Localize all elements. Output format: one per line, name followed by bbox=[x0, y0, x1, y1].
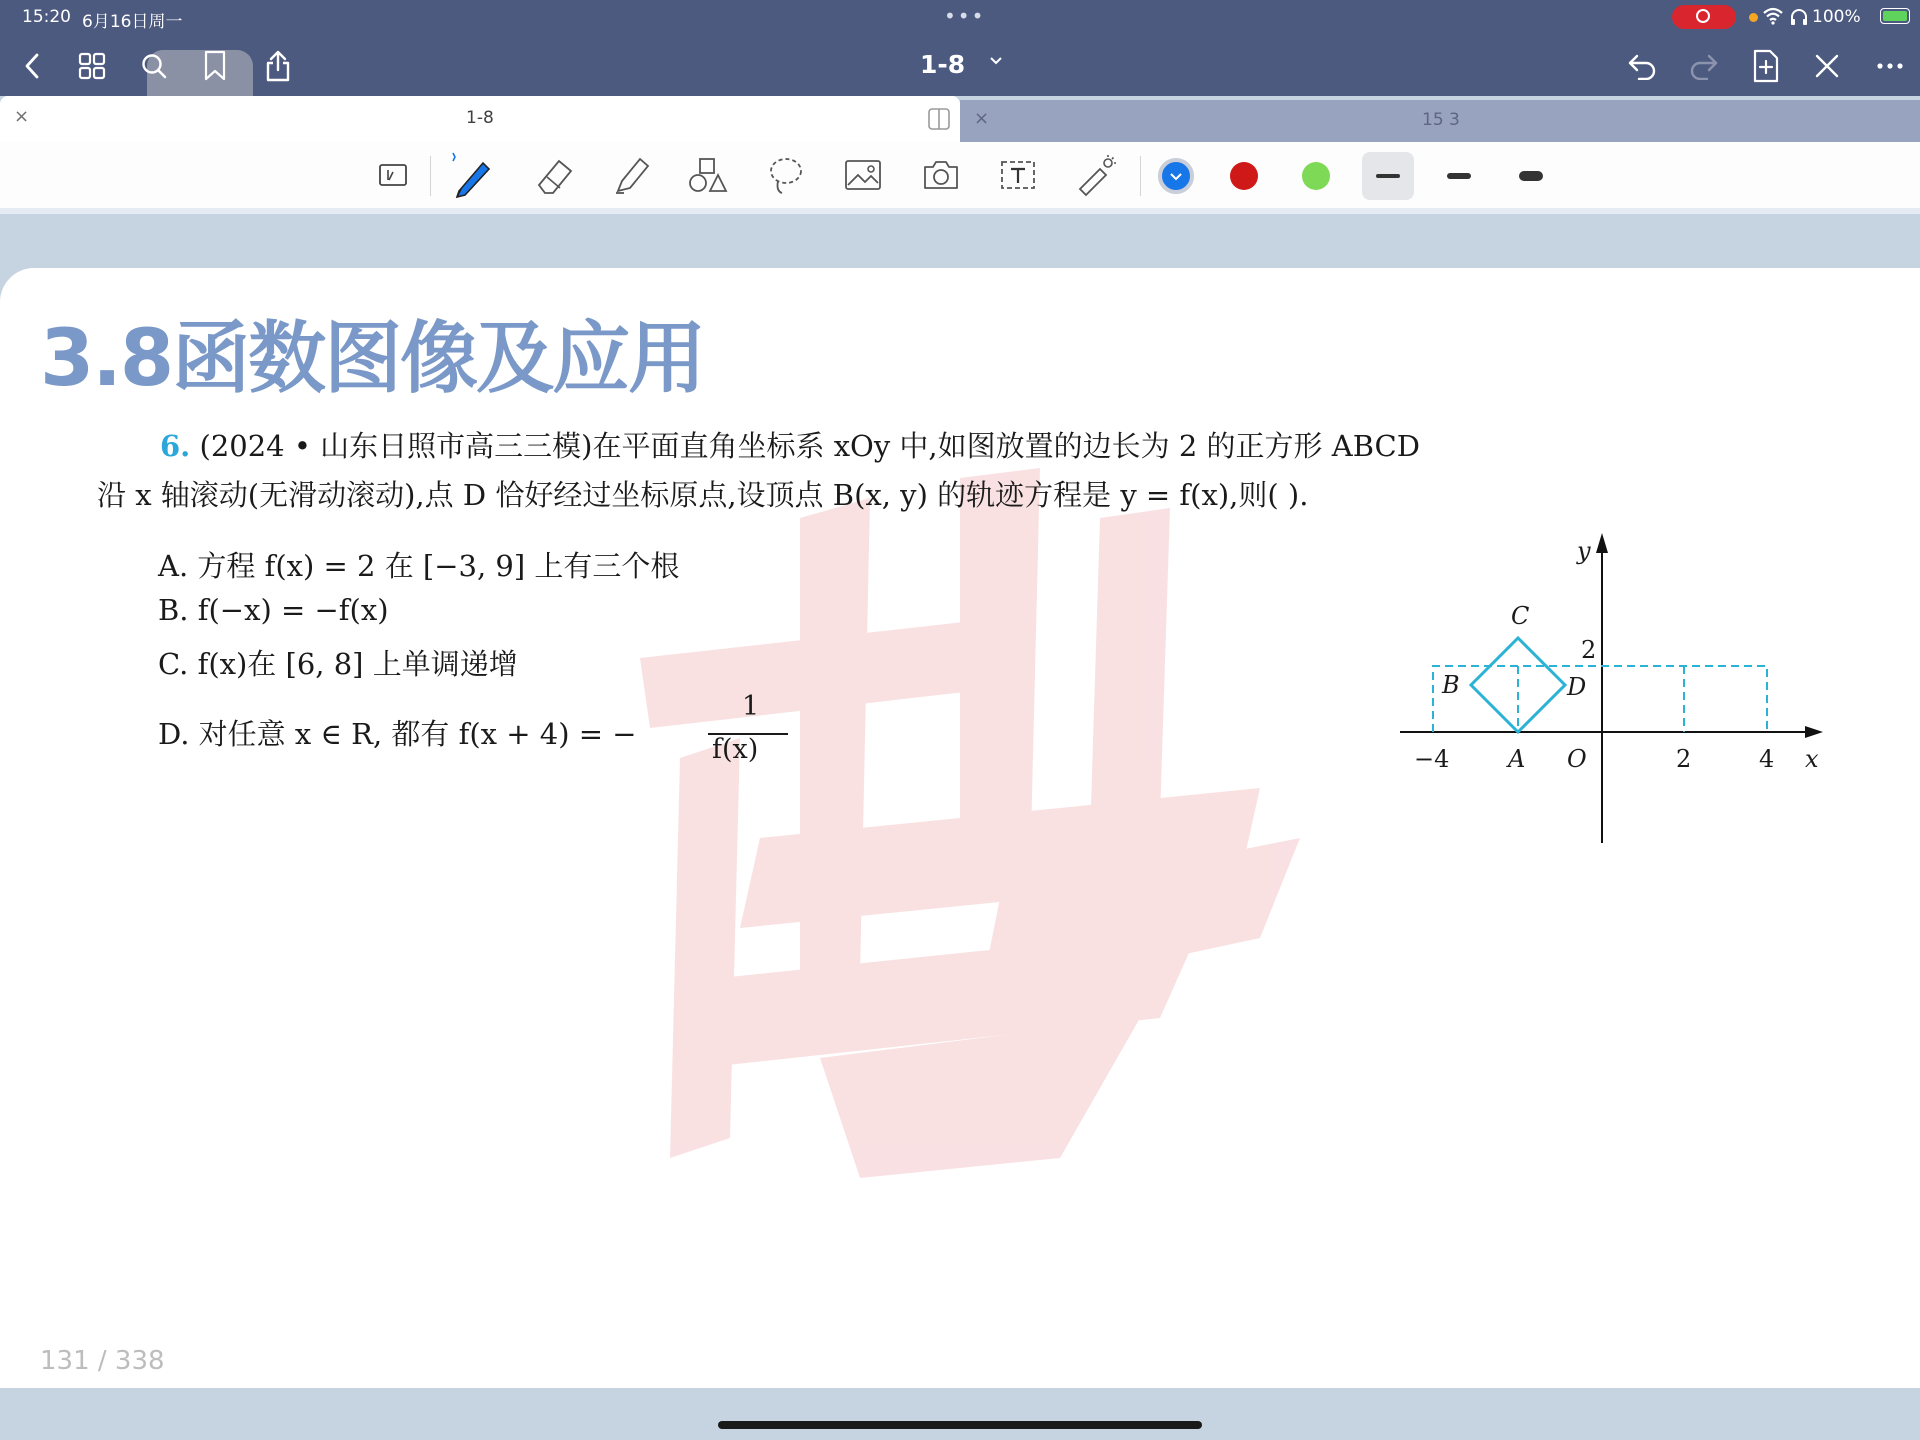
image-icon bbox=[843, 157, 883, 193]
pen-tool[interactable] bbox=[448, 150, 498, 200]
multitask-dots-icon[interactable]: ••• bbox=[944, 4, 986, 28]
tick-label-x-4: 4 bbox=[1759, 745, 1775, 773]
battery-icon bbox=[1880, 8, 1910, 24]
stroke-thick-icon bbox=[1519, 171, 1543, 181]
document-page[interactable] bbox=[0, 268, 1920, 1388]
back-button[interactable] bbox=[12, 46, 52, 86]
label-D: D bbox=[1567, 673, 1587, 701]
label-y-axis: y bbox=[1577, 537, 1591, 565]
image-tool[interactable] bbox=[838, 150, 888, 200]
split-view-icon[interactable] bbox=[928, 108, 950, 130]
tick-label-x-neg4: −4 bbox=[1414, 745, 1450, 773]
stroke-medium-icon bbox=[1447, 173, 1471, 179]
tab-15-3[interactable] bbox=[960, 100, 1920, 142]
bookmark-button[interactable] bbox=[195, 46, 235, 86]
tab-label: 15 3 bbox=[1422, 110, 1460, 130]
undo-button[interactable] bbox=[1622, 46, 1662, 86]
question-text-1: (2024 • 山东日照市高三三模)在平面直角坐标系 xOy 中,如图放置的边长为 2 的正方形 ABCD bbox=[199, 429, 1420, 463]
search-icon bbox=[140, 52, 168, 80]
page-gap bbox=[0, 208, 1920, 268]
option-d: D. 对任意 x ∈ R, 都有 f(x + 4) = − bbox=[158, 717, 637, 751]
x-axis-arrow bbox=[1805, 726, 1823, 738]
hide-toolbar-button[interactable] bbox=[1807, 46, 1847, 86]
tick-label-x-2: 2 bbox=[1676, 745, 1692, 773]
more-button[interactable] bbox=[1870, 46, 1910, 86]
share-icon bbox=[264, 50, 292, 82]
status-time: 15:20 bbox=[22, 7, 71, 27]
label-O: O bbox=[1567, 745, 1587, 773]
wifi-icon bbox=[1762, 7, 1784, 25]
text-select-icon bbox=[377, 160, 411, 190]
eraser-tool[interactable] bbox=[530, 150, 580, 200]
section-heading: 3.8函数图像及应用 bbox=[40, 314, 705, 404]
stroke-thin-icon bbox=[1376, 174, 1400, 178]
page-indicator: 131 / 338 bbox=[40, 1346, 165, 1376]
share-button[interactable] bbox=[258, 46, 298, 86]
lasso-tool[interactable] bbox=[761, 150, 811, 200]
redo-icon bbox=[1689, 52, 1719, 80]
laser-pointer-tool[interactable] bbox=[1071, 150, 1121, 200]
divider bbox=[430, 156, 431, 196]
label-C: C bbox=[1511, 602, 1530, 630]
question-line-1 bbox=[160, 424, 1420, 465]
laser-pointer-icon bbox=[1074, 153, 1118, 197]
lasso-icon bbox=[764, 153, 808, 197]
pen-off-icon bbox=[1813, 52, 1841, 80]
camera-icon bbox=[921, 157, 961, 193]
question-line-2: 沿 x 轴滚动(无滑动滚动),点 D 恰好经过坐标原点,设顶点 B(x, y) 的轨迹方程是 y = f(x),则( ). bbox=[97, 478, 1309, 512]
undo-icon bbox=[1627, 52, 1657, 80]
tab-close-icon[interactable]: × bbox=[14, 106, 30, 127]
status-bar bbox=[0, 0, 1920, 36]
read-mode-tool[interactable] bbox=[369, 150, 419, 200]
label-A: A bbox=[1508, 745, 1526, 773]
option-b: B. f(−x) = −f(x) bbox=[158, 593, 389, 627]
more-icon bbox=[1876, 62, 1904, 70]
label-B: B bbox=[1442, 671, 1460, 699]
battery-percentage: 100% bbox=[1812, 7, 1861, 27]
highlighter-tool[interactable] bbox=[607, 150, 657, 200]
highlighter-icon bbox=[610, 153, 654, 197]
add-page-button[interactable] bbox=[1746, 46, 1786, 86]
color-green[interactable] bbox=[1302, 162, 1330, 190]
headphones-icon bbox=[1790, 8, 1808, 26]
chevron-down-icon bbox=[1169, 172, 1183, 181]
text-box-icon bbox=[998, 157, 1038, 193]
add-page-icon bbox=[1752, 49, 1780, 83]
y-axis-arrow bbox=[1596, 533, 1608, 553]
option-c: C. f(x)在 [6, 8] 上单调递增 bbox=[158, 647, 518, 681]
text-box-tool[interactable] bbox=[993, 150, 1043, 200]
grid-icon bbox=[78, 52, 106, 80]
divider bbox=[1140, 156, 1141, 196]
status-date: 6月16日周一 bbox=[82, 12, 183, 32]
document-title[interactable]: 1-8 bbox=[920, 50, 966, 79]
question-number: 6. bbox=[160, 429, 191, 463]
color-red[interactable] bbox=[1230, 162, 1258, 190]
stroke-width-thick[interactable] bbox=[1505, 152, 1557, 200]
fraction-denominator: f(x) bbox=[712, 734, 759, 765]
redo-button[interactable] bbox=[1684, 46, 1724, 86]
coordinate-diagram bbox=[1395, 523, 1835, 843]
camera-tool[interactable] bbox=[916, 150, 966, 200]
mic-indicator-icon bbox=[1749, 13, 1758, 22]
chevron-down-icon[interactable] bbox=[990, 57, 1002, 65]
label-x-axis: x bbox=[1805, 745, 1819, 773]
home-indicator[interactable] bbox=[718, 1421, 1202, 1429]
search-button[interactable] bbox=[134, 46, 174, 86]
pen-icon bbox=[449, 151, 497, 199]
tab-close-icon[interactable]: × bbox=[974, 108, 990, 129]
screen-recording-icon[interactable] bbox=[1672, 5, 1736, 29]
fraction-numerator: 1 bbox=[742, 691, 760, 722]
tick-label-y-2: 2 bbox=[1581, 636, 1597, 664]
tab-label: 1-8 bbox=[466, 108, 494, 128]
stroke-width-thin[interactable] bbox=[1362, 152, 1414, 200]
page-gap-bottom bbox=[0, 1388, 1920, 1440]
tab-1-8[interactable] bbox=[0, 96, 960, 142]
annotation-toolbar bbox=[0, 142, 1920, 209]
chevron-left-icon bbox=[22, 52, 42, 80]
shapes-icon bbox=[686, 153, 730, 197]
eraser-icon bbox=[533, 153, 577, 197]
bookmark-icon bbox=[202, 50, 228, 82]
shapes-tool[interactable] bbox=[683, 150, 733, 200]
thumbnails-button[interactable] bbox=[72, 46, 112, 86]
option-a: A. 方程 f(x) = 2 在 [−3, 9] 上有三个根 bbox=[158, 549, 680, 583]
stroke-width-medium[interactable] bbox=[1433, 152, 1485, 200]
